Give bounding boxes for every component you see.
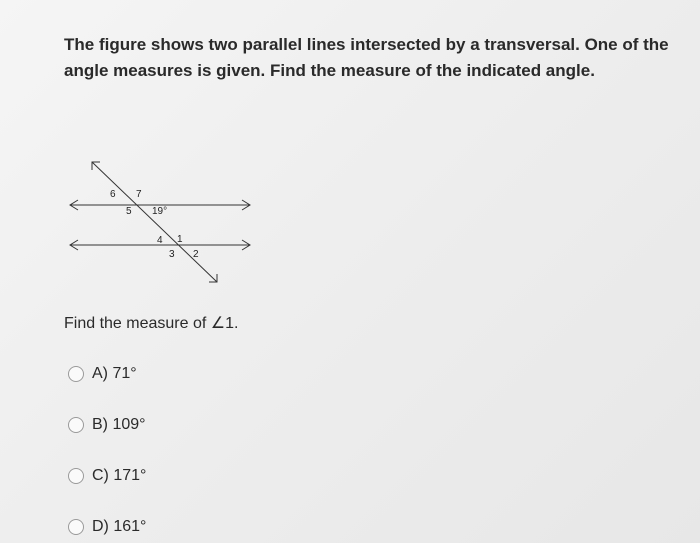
radio-button-b[interactable] — [68, 417, 84, 433]
angle-label-7: 7 — [136, 189, 142, 200]
option-b-label[interactable]: B) 109° — [92, 416, 146, 433]
angle-label-1: 1 — [177, 234, 183, 245]
angle-label-19-degrees: 19° — [152, 206, 168, 217]
option-d-label[interactable]: D) 161° — [92, 518, 147, 535]
option-d[interactable] — [68, 515, 146, 539]
option-b[interactable] — [68, 413, 146, 437]
angle-label-2: 2 — [193, 249, 199, 260]
option-a[interactable] — [68, 362, 137, 386]
radio-button-d[interactable] — [68, 519, 84, 535]
angle-label-5: 5 — [126, 206, 132, 217]
transversal-line — [92, 162, 217, 282]
radio-button-c[interactable] — [68, 468, 84, 484]
angle-label-4: 4 — [157, 235, 163, 246]
option-c-label[interactable]: C) 171° — [92, 467, 147, 484]
angle-label-6: 6 — [110, 189, 116, 200]
option-c[interactable] — [68, 464, 146, 488]
figure-svg — [60, 150, 270, 300]
question-text: The figure shows two parallel lines intersected by a transversal. One of the angle measures is given. Find the measure of the indicated angle. — [64, 35, 669, 80]
option-a-label[interactable]: A) 71° — [92, 365, 137, 382]
parallel-lines-figure — [60, 150, 270, 300]
angle-label-3: 3 — [169, 249, 175, 260]
find-measure-prompt: Find the measure of ∠1. — [64, 315, 239, 332]
radio-button-a[interactable] — [68, 366, 84, 382]
